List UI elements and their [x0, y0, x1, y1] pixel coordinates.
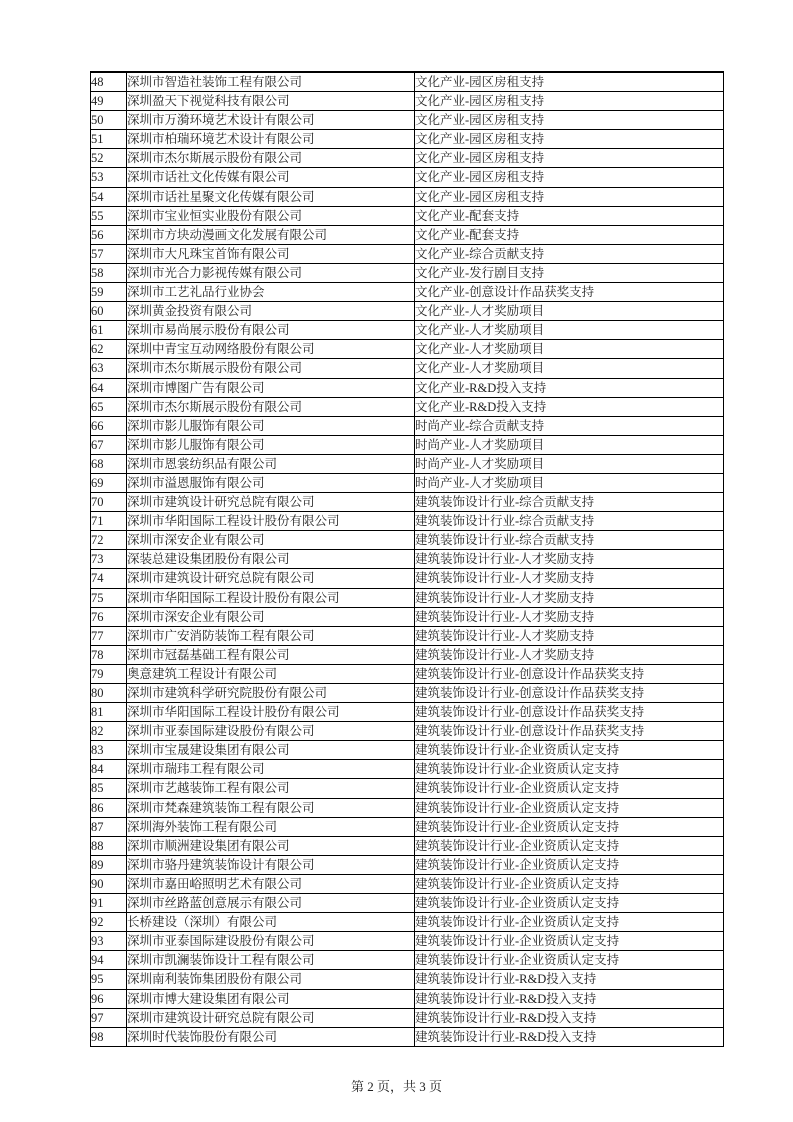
table-row — [91, 340, 724, 359]
company-name-cell: 深圳市广安消防装饰工程有限公司 — [127, 626, 415, 645]
table-row — [91, 302, 724, 321]
company-name-cell: 深圳市易尚展示股份有限公司 — [127, 321, 415, 340]
support-category-cell: 建筑装饰设计行业-R&D投入支持 — [415, 989, 724, 1008]
table-row — [91, 569, 724, 588]
table-row — [91, 760, 724, 779]
support-category-cell: 时尚产业-人才奖励项目 — [415, 473, 724, 492]
row-number-cell: 95 — [91, 970, 127, 989]
support-category-cell: 建筑装饰设计行业-人才奖励支持 — [415, 607, 724, 626]
table-body — [91, 72, 724, 1046]
table-row — [91, 932, 724, 951]
row-number-cell: 53 — [91, 168, 127, 187]
support-category-cell: 文化产业-园区房租支持 — [415, 149, 724, 168]
company-name-cell: 深圳黄金投资有限公司 — [127, 302, 415, 321]
company-name-cell: 深圳市光合力影视传媒有限公司 — [127, 263, 415, 282]
row-number-cell: 98 — [91, 1027, 127, 1046]
support-category-cell: 建筑装饰设计行业-人才奖励支持 — [415, 645, 724, 664]
row-number-cell: 51 — [91, 130, 127, 149]
support-category-cell: 建筑装饰设计行业-R&D投入支持 — [415, 1027, 724, 1046]
row-number-cell: 52 — [91, 149, 127, 168]
row-number-cell: 77 — [91, 626, 127, 645]
table-row — [91, 645, 724, 664]
company-name-cell: 深圳市宝业恒实业股份有限公司 — [127, 206, 415, 225]
table-row — [91, 607, 724, 626]
support-category-cell: 建筑装饰设计行业-企业资质认定支持 — [415, 951, 724, 970]
table-row — [91, 741, 724, 760]
table-row — [91, 531, 724, 550]
table-row — [91, 225, 724, 244]
row-number-cell: 78 — [91, 645, 127, 664]
support-category-cell: 文化产业-发行剧目支持 — [415, 263, 724, 282]
company-name-cell: 深圳市华阳国际工程设计股份有限公司 — [127, 512, 415, 531]
company-name-cell: 深圳市柏瑞环境艺术设计有限公司 — [127, 130, 415, 149]
company-name-cell: 深圳市华阳国际工程设计股份有限公司 — [127, 703, 415, 722]
table-row — [91, 913, 724, 932]
table-row — [91, 187, 724, 206]
company-name-cell: 深圳中青宝互动网络股份有限公司 — [127, 340, 415, 359]
table-row — [91, 378, 724, 397]
row-number-cell: 80 — [91, 684, 127, 703]
row-number-cell: 69 — [91, 473, 127, 492]
company-name-cell: 深圳市亚泰国际建设股份有限公司 — [127, 932, 415, 951]
company-name-cell: 深圳市艺越装饰工程有限公司 — [127, 779, 415, 798]
company-name-cell: 深圳市瑞玮工程有限公司 — [127, 760, 415, 779]
support-category-cell: 建筑装饰设计行业-综合贡献支持 — [415, 531, 724, 550]
row-number-cell: 60 — [91, 302, 127, 321]
table-row — [91, 1027, 724, 1046]
support-category-cell: 建筑装饰设计行业-创意设计作品获奖支持 — [415, 703, 724, 722]
support-category-cell: 文化产业-园区房租支持 — [415, 92, 724, 111]
support-category-cell: 建筑装饰设计行业-企业资质认定支持 — [415, 874, 724, 893]
support-category-cell: 文化产业-R&D投入支持 — [415, 378, 724, 397]
company-name-cell: 深圳南利装饰集团股份有限公司 — [127, 970, 415, 989]
row-number-cell: 84 — [91, 760, 127, 779]
company-name-cell: 深圳市话社文化传媒有限公司 — [127, 168, 415, 187]
support-category-cell: 文化产业-配套支持 — [415, 206, 724, 225]
row-number-cell: 63 — [91, 359, 127, 378]
company-name-cell: 深圳市智造社装饰工程有限公司 — [127, 72, 415, 92]
row-number-cell: 81 — [91, 703, 127, 722]
company-name-cell: 深圳市溢恩服饰有限公司 — [127, 473, 415, 492]
company-name-cell: 深圳市大凡珠宝首饰有限公司 — [127, 244, 415, 263]
support-category-cell: 文化产业-综合贡献支持 — [415, 244, 724, 263]
table-row — [91, 703, 724, 722]
support-category-cell: 建筑装饰设计行业-企业资质认定支持 — [415, 932, 724, 951]
table-row — [91, 512, 724, 531]
company-name-cell: 深圳市影儿服饰有限公司 — [127, 416, 415, 435]
table-row — [91, 493, 724, 512]
table-row — [91, 244, 724, 263]
table-row — [91, 798, 724, 817]
company-name-cell: 深圳时代装饰股份有限公司 — [127, 1027, 415, 1046]
table-row — [91, 779, 724, 798]
row-number-cell: 93 — [91, 932, 127, 951]
support-category-cell: 建筑装饰设计行业-R&D投入支持 — [415, 970, 724, 989]
company-name-cell: 深圳市骆丹建筑装饰设计有限公司 — [127, 855, 415, 874]
company-name-cell: 深圳市方块动漫画文化发展有限公司 — [127, 225, 415, 244]
table-row — [91, 111, 724, 130]
row-number-cell: 76 — [91, 607, 127, 626]
support-category-cell: 建筑装饰设计行业-人才奖励支持 — [415, 550, 724, 569]
support-category-cell: 建筑装饰设计行业-创意设计作品获奖支持 — [415, 722, 724, 741]
company-support-table — [90, 71, 724, 1047]
company-name-cell: 深圳市工艺礼品行业协会 — [127, 283, 415, 302]
row-number-cell: 49 — [91, 92, 127, 111]
support-category-cell: 建筑装饰设计行业-企业资质认定支持 — [415, 894, 724, 913]
table-row — [91, 951, 724, 970]
row-number-cell: 73 — [91, 550, 127, 569]
company-name-cell: 深圳市建筑设计研究总院有限公司 — [127, 569, 415, 588]
page-number-footer: 第 2 页，共 3 页 — [350, 1079, 442, 1094]
company-name-cell: 深圳市冠磊基础工程有限公司 — [127, 645, 415, 664]
support-category-cell: 建筑装饰设计行业-人才奖励支持 — [415, 569, 724, 588]
company-name-cell: 深圳盈天下视觉科技有限公司 — [127, 92, 415, 111]
row-number-cell: 94 — [91, 951, 127, 970]
table-row — [91, 454, 724, 473]
company-name-cell: 深圳市博图广告有限公司 — [127, 378, 415, 397]
table-row — [91, 416, 724, 435]
support-category-cell: 建筑装饰设计行业-企业资质认定支持 — [415, 760, 724, 779]
support-category-cell: 文化产业-园区房租支持 — [415, 111, 724, 130]
support-category-cell: 建筑装饰设计行业-创意设计作品获奖支持 — [415, 664, 724, 683]
table-row — [91, 664, 724, 683]
row-number-cell: 64 — [91, 378, 127, 397]
row-number-cell: 82 — [91, 722, 127, 741]
row-number-cell: 85 — [91, 779, 127, 798]
support-category-cell: 文化产业-园区房租支持 — [415, 168, 724, 187]
table-row — [91, 359, 724, 378]
table-row — [91, 722, 724, 741]
support-category-cell: 文化产业-人才奖励项目 — [415, 359, 724, 378]
row-number-cell: 54 — [91, 187, 127, 206]
company-name-cell: 深圳市建筑科学研究院股份有限公司 — [127, 684, 415, 703]
support-category-cell: 建筑装饰设计行业-人才奖励支持 — [415, 588, 724, 607]
table-row — [91, 92, 724, 111]
table-row — [91, 283, 724, 302]
row-number-cell: 88 — [91, 836, 127, 855]
company-name-cell: 深圳海外装饰工程有限公司 — [127, 817, 415, 836]
support-category-cell: 建筑装饰设计行业-综合贡献支持 — [415, 493, 724, 512]
row-number-cell: 70 — [91, 493, 127, 512]
company-name-cell: 深装总建设集团股份有限公司 — [127, 550, 415, 569]
row-number-cell: 59 — [91, 283, 127, 302]
row-number-cell: 97 — [91, 1008, 127, 1027]
table-row — [91, 435, 724, 454]
company-name-cell: 深圳市恩裳纺织品有限公司 — [127, 454, 415, 473]
company-name-cell: 深圳市亚泰国际建设股份有限公司 — [127, 722, 415, 741]
company-name-cell: 深圳市嘉田峪照明艺术有限公司 — [127, 874, 415, 893]
table-row — [91, 855, 724, 874]
company-name-cell: 深圳市话社星聚文化传媒有限公司 — [127, 187, 415, 206]
table-row — [91, 72, 724, 92]
row-number-cell: 89 — [91, 855, 127, 874]
company-name-cell: 深圳市深安企业有限公司 — [127, 531, 415, 550]
row-number-cell: 61 — [91, 321, 127, 340]
company-name-cell: 深圳市影儿服饰有限公司 — [127, 435, 415, 454]
support-category-cell: 文化产业-创意设计作品获奖支持 — [415, 283, 724, 302]
company-name-cell: 深圳市杰尔斯展示股份有限公司 — [127, 149, 415, 168]
company-name-cell: 深圳市华阳国际工程设计股份有限公司 — [127, 588, 415, 607]
company-name-cell: 深圳市梵森建筑装饰工程有限公司 — [127, 798, 415, 817]
table-row — [91, 168, 724, 187]
company-name-cell: 深圳市杰尔斯展示股份有限公司 — [127, 397, 415, 416]
support-category-cell: 文化产业-园区房租支持 — [415, 187, 724, 206]
support-category-cell: 建筑装饰设计行业-R&D投入支持 — [415, 1008, 724, 1027]
company-name-cell: 长桥建设（深圳）有限公司 — [127, 913, 415, 932]
row-number-cell: 87 — [91, 817, 127, 836]
company-name-cell: 深圳市杰尔斯展示股份有限公司 — [127, 359, 415, 378]
table-row — [91, 989, 724, 1008]
support-category-cell: 时尚产业-综合贡献支持 — [415, 416, 724, 435]
table-row — [91, 626, 724, 645]
table-row — [91, 397, 724, 416]
row-number-cell: 90 — [91, 874, 127, 893]
table-row — [91, 817, 724, 836]
support-category-cell: 文化产业-人才奖励项目 — [415, 321, 724, 340]
company-name-cell: 深圳市顺洲建设集团有限公司 — [127, 836, 415, 855]
support-category-cell: 建筑装饰设计行业-企业资质认定支持 — [415, 779, 724, 798]
company-name-cell: 深圳市宝晟建设集团有限公司 — [127, 741, 415, 760]
table-row — [91, 970, 724, 989]
company-name-cell: 深圳市博大建设集团有限公司 — [127, 989, 415, 1008]
support-category-cell: 文化产业-配套支持 — [415, 225, 724, 244]
table-row — [91, 588, 724, 607]
company-name-cell: 奥意建筑工程设计有限公司 — [127, 664, 415, 683]
company-name-cell: 深圳市深安企业有限公司 — [127, 607, 415, 626]
support-category-cell: 文化产业-人才奖励项目 — [415, 340, 724, 359]
company-name-cell: 深圳市建筑设计研究总院有限公司 — [127, 1008, 415, 1027]
support-category-cell: 文化产业-园区房租支持 — [415, 130, 724, 149]
row-number-cell: 68 — [91, 454, 127, 473]
row-number-cell: 96 — [91, 989, 127, 1008]
support-category-cell: 文化产业-园区房租支持 — [415, 72, 724, 92]
table-row — [91, 1008, 724, 1027]
row-number-cell: 65 — [91, 397, 127, 416]
table-row — [91, 321, 724, 340]
support-category-cell: 建筑装饰设计行业-企业资质认定支持 — [415, 817, 724, 836]
table-row — [91, 130, 724, 149]
company-name-cell: 深圳市凯澜装饰设计工程有限公司 — [127, 951, 415, 970]
row-number-cell: 55 — [91, 206, 127, 225]
row-number-cell: 83 — [91, 741, 127, 760]
row-number-cell: 79 — [91, 664, 127, 683]
row-number-cell: 48 — [91, 72, 127, 92]
row-number-cell: 74 — [91, 569, 127, 588]
table-row — [91, 550, 724, 569]
row-number-cell: 57 — [91, 244, 127, 263]
row-number-cell: 62 — [91, 340, 127, 359]
support-category-cell: 建筑装饰设计行业-人才奖励支持 — [415, 626, 724, 645]
row-number-cell: 50 — [91, 111, 127, 130]
support-category-cell: 时尚产业-人才奖励项目 — [415, 435, 724, 454]
support-category-cell: 时尚产业-人才奖励项目 — [415, 454, 724, 473]
row-number-cell: 86 — [91, 798, 127, 817]
table-row — [91, 836, 724, 855]
support-category-cell: 建筑装饰设计行业-企业资质认定支持 — [415, 798, 724, 817]
row-number-cell: 92 — [91, 913, 127, 932]
support-category-cell: 文化产业-人才奖励项目 — [415, 302, 724, 321]
table-row — [91, 684, 724, 703]
support-category-cell: 建筑装饰设计行业-企业资质认定支持 — [415, 741, 724, 760]
support-category-cell: 文化产业-R&D投入支持 — [415, 397, 724, 416]
row-number-cell: 72 — [91, 531, 127, 550]
support-category-cell: 建筑装饰设计行业-企业资质认定支持 — [415, 855, 724, 874]
company-name-cell: 深圳市建筑设计研究总院有限公司 — [127, 493, 415, 512]
support-category-cell: 建筑装饰设计行业-企业资质认定支持 — [415, 836, 724, 855]
table-row — [91, 206, 724, 225]
support-category-cell: 建筑装饰设计行业-创意设计作品获奖支持 — [415, 684, 724, 703]
table-row — [91, 149, 724, 168]
company-name-cell: 深圳市万漪环境艺术设计有限公司 — [127, 111, 415, 130]
support-category-cell: 建筑装饰设计行业-综合贡献支持 — [415, 512, 724, 531]
row-number-cell: 91 — [91, 894, 127, 913]
table-row — [91, 894, 724, 913]
company-name-cell: 深圳市丝路蓝创意展示有限公司 — [127, 894, 415, 913]
row-number-cell: 75 — [91, 588, 127, 607]
row-number-cell: 71 — [91, 512, 127, 531]
table-row — [91, 473, 724, 492]
support-category-cell: 建筑装饰设计行业-企业资质认定支持 — [415, 913, 724, 932]
row-number-cell: 56 — [91, 225, 127, 244]
row-number-cell: 67 — [91, 435, 127, 454]
table-row — [91, 263, 724, 282]
table-row — [91, 874, 724, 893]
row-number-cell: 66 — [91, 416, 127, 435]
row-number-cell: 58 — [91, 263, 127, 282]
